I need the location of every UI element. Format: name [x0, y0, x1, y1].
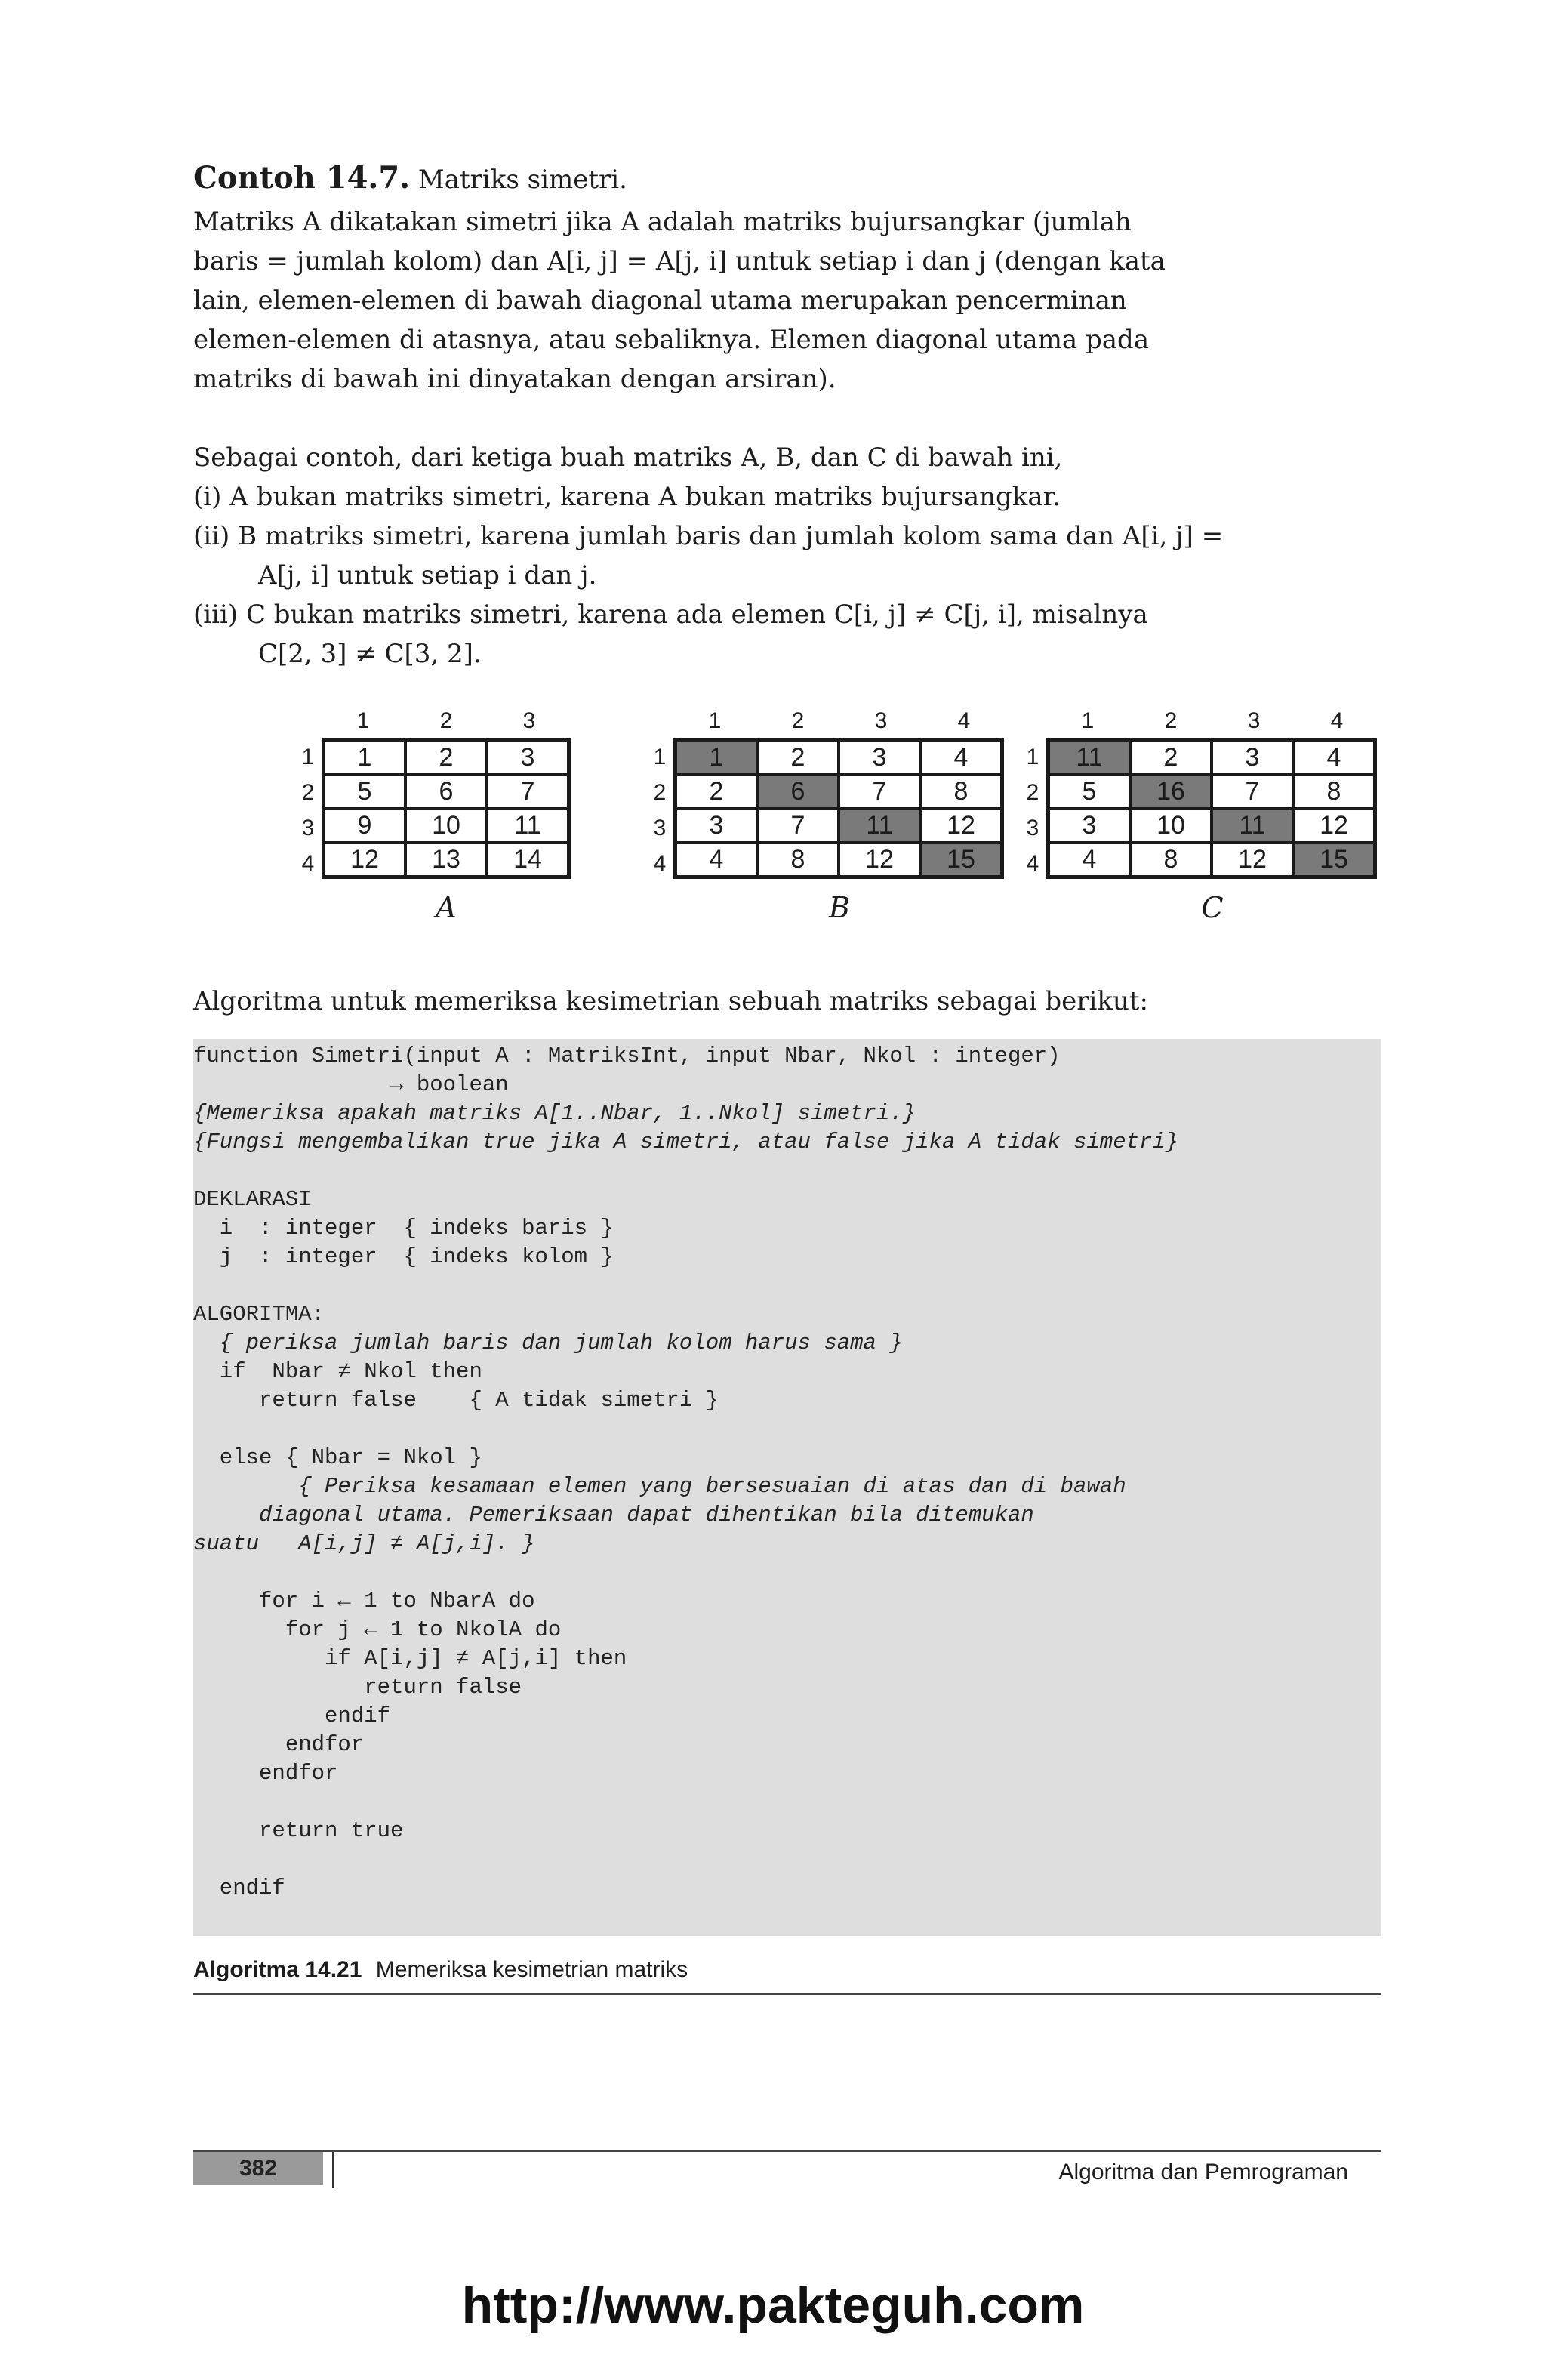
column-header: 2 — [1164, 708, 1178, 733]
matrix-cell: 4 — [1293, 741, 1375, 775]
row-header: 2 — [1026, 780, 1039, 805]
column-header: 1 — [1081, 708, 1095, 733]
matrix-cell: 12 — [1293, 809, 1375, 843]
paragraph-line: (iii) C bukan matriks simetri, karena ada elemen C[i, j] ≠ C[j, i], misalnya — [193, 600, 1148, 630]
paragraph-line: (i) A bukan matriks simetri, karena A bukan matriks bujursangkar. — [193, 482, 1061, 512]
matrix-cell: 3 — [839, 741, 920, 775]
matrix-cell-diagonal: 15 — [920, 843, 1002, 877]
paragraph-line: A[j, i] untuk setiap i dan j. — [258, 560, 597, 590]
caption-rule — [193, 1993, 1381, 1995]
paragraph-line: C[2, 3] ≠ C[3, 2]. — [258, 639, 482, 669]
matrix-cell: 6 — [405, 775, 487, 809]
matrix-cell: 12 — [1212, 843, 1293, 877]
matrix-name: C — [1201, 891, 1224, 924]
row-header: 1 — [653, 745, 667, 769]
column-header: 4 — [957, 708, 971, 733]
code-line: for i ← 1 to NbarA do — [193, 1589, 535, 1614]
matrix-cell-diagonal: 6 — [757, 775, 839, 809]
matrix-name: A — [436, 891, 457, 924]
matrix-cell: 5 — [1049, 775, 1130, 809]
matrix-grid — [322, 738, 571, 879]
column-header: 4 — [1330, 708, 1344, 733]
code-line: {Memeriksa apakah matriks A[1..Nbar, 1..Nkol] simetri.} — [193, 1101, 916, 1126]
code-line: return false — [193, 1675, 522, 1700]
paragraph-line: elemen-elemen di atasnya, atau sebaliknya. Elemen diagonal utama pada — [193, 325, 1150, 355]
matrix-cell: 8 — [757, 843, 839, 877]
matrix-cell: 2 — [676, 775, 757, 809]
watermark-url: http://www.pakteguh.com — [461, 2277, 1085, 2334]
paragraph-line: baris = jumlah kolom) dan A[i, j] = A[j, i] untuk setiap i dan j (dengan kata — [193, 246, 1166, 276]
matrix-cell: 2 — [1130, 741, 1212, 775]
matrix-cell-diagonal: 15 — [1293, 843, 1375, 877]
matrix-cell: 10 — [405, 809, 487, 843]
code-line: function Simetri(input A : MatriksInt, input Nbar, Nkol : integer) — [193, 1044, 1061, 1068]
definition-paragraph — [193, 202, 1378, 399]
code-line — [193, 1415, 1178, 1444]
code-line — [193, 1157, 1178, 1185]
row-header: 3 — [301, 815, 315, 840]
code-line — [193, 1845, 1178, 1874]
matrix-cell: 8 — [1130, 843, 1212, 877]
paragraph-line: matriks di bawah ini dinyatakan dengan arsiran). — [193, 364, 836, 394]
matrix-cell: 12 — [839, 843, 920, 877]
matrix-cell-diagonal: 11 — [839, 809, 920, 843]
code-line: return false { A tidak simetri } — [193, 1388, 719, 1413]
example-heading — [193, 159, 627, 199]
matrix-cell: 7 — [839, 775, 920, 809]
matrix-cell: 13 — [405, 843, 487, 877]
paragraph-line: (ii) B matriks simetri, karena jumlah baris dan jumlah kolom sama dan A[i, j] = — [193, 521, 1224, 551]
example-title: Matriks simetri. — [417, 165, 627, 195]
code-line: j : integer { indeks kolom } — [193, 1244, 614, 1269]
code-line: { Periksa kesamaan elemen yang bersesuaian di atas dan di bawah — [193, 1474, 1126, 1499]
code-line: else { Nbar = Nkol } — [193, 1445, 482, 1470]
matrix-cell-diagonal: 11 — [1212, 809, 1293, 843]
row-header: 1 — [301, 745, 315, 769]
code-line: endif — [193, 1703, 391, 1728]
code-line: endfor — [193, 1732, 365, 1757]
code-line: diagonal utama. Pemeriksaan dapat dihentikan bila ditemukan — [193, 1503, 1034, 1528]
paragraph-line: Matriks A dikatakan simetri jika A adalah matriks bujursangkar (jumlah — [193, 207, 1132, 237]
column-header: 1 — [708, 708, 722, 733]
code-line: ALGORITMA: — [193, 1302, 325, 1327]
code-line: return true — [193, 1818, 404, 1843]
row-header: 1 — [1026, 745, 1039, 769]
matrix-grid — [1046, 738, 1377, 879]
matrix-cell: 8 — [1293, 775, 1375, 809]
book-title: Algoritma dan Pemrograman — [1058, 2160, 1348, 2184]
paragraph-line: Sebagai contoh, dari ketiga buah matriks A, B, dan C di bawah ini, — [193, 442, 1063, 473]
matrix-name: B — [829, 891, 850, 924]
code-line: if Nbar ≠ Nkol then — [193, 1359, 482, 1384]
code-line — [193, 1558, 1178, 1587]
column-header: 1 — [356, 708, 370, 733]
row-header: 3 — [1026, 815, 1039, 840]
matrix-cell: 10 — [1130, 809, 1212, 843]
matrix-cell: 7 — [1212, 775, 1293, 809]
algorithm-intro: Algoritma untuk memeriksa kesimetrian sebuah matriks sebagai berikut: — [193, 986, 1149, 1016]
code-line: endif — [193, 1876, 285, 1901]
page-number: 382 — [193, 2152, 323, 2185]
code-line — [193, 1788, 1178, 1817]
row-header: 2 — [653, 780, 667, 805]
code-line: → boolean — [193, 1072, 509, 1097]
row-header: 3 — [653, 815, 667, 840]
row-header: 4 — [301, 851, 315, 876]
matrix-cell: 8 — [920, 775, 1002, 809]
column-header: 3 — [1247, 708, 1261, 733]
code-line — [193, 1272, 1178, 1300]
matrix-cell: 4 — [1049, 843, 1130, 877]
code-line: i : integer { indeks baris } — [193, 1216, 614, 1241]
matrix-grid — [673, 738, 1004, 879]
algorithm-caption — [193, 1957, 688, 1983]
matrix-cell: 4 — [920, 741, 1002, 775]
matrix-cell: 4 — [676, 843, 757, 877]
matrix-cell-diagonal: 11 — [1049, 741, 1130, 775]
row-header: 4 — [1026, 851, 1039, 876]
column-header: 3 — [874, 708, 888, 733]
caption-text: Memeriksa kesimetrian matriks — [375, 1957, 688, 1982]
pseudocode — [193, 1042, 1178, 1903]
column-header: 2 — [439, 708, 453, 733]
matrix-cell: 3 — [487, 741, 568, 775]
code-line: {Fungsi mengembalikan true jika A simetri, atau false jika A tidak simetri} — [193, 1130, 1179, 1155]
code-line: { periksa jumlah baris dan jumlah kolom harus sama } — [193, 1330, 903, 1355]
matrix-cell: 12 — [920, 809, 1002, 843]
matrix-cell: 3 — [1049, 809, 1130, 843]
matrix-cell: 3 — [1212, 741, 1293, 775]
matrix-cell: 11 — [487, 809, 568, 843]
footer-divider — [332, 2152, 334, 2188]
row-header: 4 — [653, 851, 667, 876]
matrix-cell-diagonal: 1 — [676, 741, 757, 775]
matrix-cell: 2 — [757, 741, 839, 775]
column-header: 2 — [791, 708, 805, 733]
code-listing — [193, 1039, 1381, 1936]
code-line: if A[i,j] ≠ A[j,i] then — [193, 1646, 627, 1671]
example-number: Contoh 14.7. — [193, 160, 411, 196]
matrix-cell: 7 — [757, 809, 839, 843]
matrix-cell: 14 — [487, 843, 568, 877]
matrix-cell: 9 — [324, 809, 405, 843]
code-line: DEKLARASI — [193, 1187, 312, 1212]
matrix-cell-diagonal: 16 — [1130, 775, 1212, 809]
row-header: 2 — [301, 780, 315, 805]
footer-rule — [193, 2150, 1381, 2152]
paragraph-line: lain, elemen-elemen di bawah diagonal utama merupakan pencerminan — [193, 285, 1127, 316]
code-line: endfor — [193, 1761, 338, 1786]
examples-paragraph — [193, 438, 1378, 674]
matrix-cell: 7 — [487, 775, 568, 809]
matrix-cell: 5 — [324, 775, 405, 809]
column-header: 3 — [522, 708, 536, 733]
matrix-cell: 12 — [324, 843, 405, 877]
matrix-cell: 2 — [405, 741, 487, 775]
matrix-cell: 3 — [676, 809, 757, 843]
code-line: for j ← 1 to NkolA do — [193, 1617, 562, 1642]
caption-label: Algoritma 14.21 — [193, 1957, 362, 1982]
code-line: suatu A[i,j] ≠ A[j,i]. } — [193, 1531, 535, 1556]
matrix-cell: 1 — [324, 741, 405, 775]
